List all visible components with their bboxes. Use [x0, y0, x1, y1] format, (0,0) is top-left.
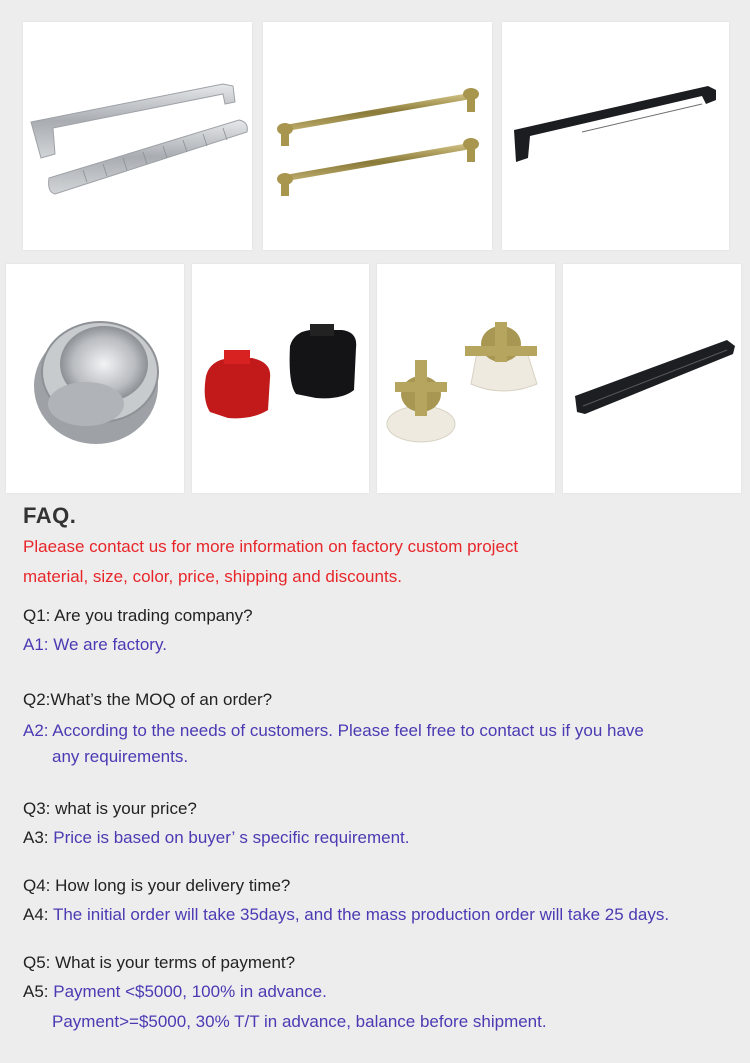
question-1: Q1: Are you trading company?	[23, 606, 253, 625]
faq-title: FAQ.	[23, 503, 77, 528]
product-image-control-knobs	[192, 264, 369, 493]
answer-3-text: Price is based on buyer’ s specific requirement.	[48, 828, 410, 847]
answer-4-prefix: A4:	[23, 905, 49, 924]
product-image-stainless-handles	[23, 22, 252, 250]
product-image-brass-cross-knobs	[377, 264, 555, 493]
answer-3	[23, 828, 409, 848]
product-image-knurled-knob	[6, 264, 184, 493]
answer-4-text: The initial order will take 35days, and the mass production order will take 25 days.	[48, 905, 670, 924]
question-2: Q2:What’s the MOQ of an order?	[23, 690, 273, 709]
answer-2-line1: A2: According to the needs of customers. Please feel free to contact us if you have	[23, 721, 644, 740]
answer-3-prefix: A3:	[23, 828, 49, 847]
answer-5-line1	[23, 982, 327, 1002]
answer-4	[23, 905, 669, 925]
product-image-black-handle	[502, 22, 729, 250]
faq-intro-line2: material, size, color, price, shipping and discounts.	[23, 567, 402, 586]
question-3: Q3: what is your price?	[23, 799, 197, 818]
answer-2-line2: any requirements.	[52, 747, 189, 766]
faq-intro-line1: Plaease contact us for more information on factory custom project	[23, 537, 519, 556]
answer-5-line2: Payment>=$5000, 30% T/T in advance, balance before shipment.	[52, 1012, 547, 1031]
product-image-brass-handles	[263, 22, 492, 250]
question-4: Q4: How long is your delivery time?	[23, 876, 291, 895]
answer-5-text: Payment <$5000, 100% in advance.	[48, 982, 327, 1001]
product-image-black-profile-handle	[563, 264, 741, 493]
answer-5-prefix: A5:	[23, 982, 49, 1001]
answer-1: A1: We are factory.	[23, 635, 167, 654]
question-5: Q5: What is your terms of payment?	[23, 953, 296, 972]
